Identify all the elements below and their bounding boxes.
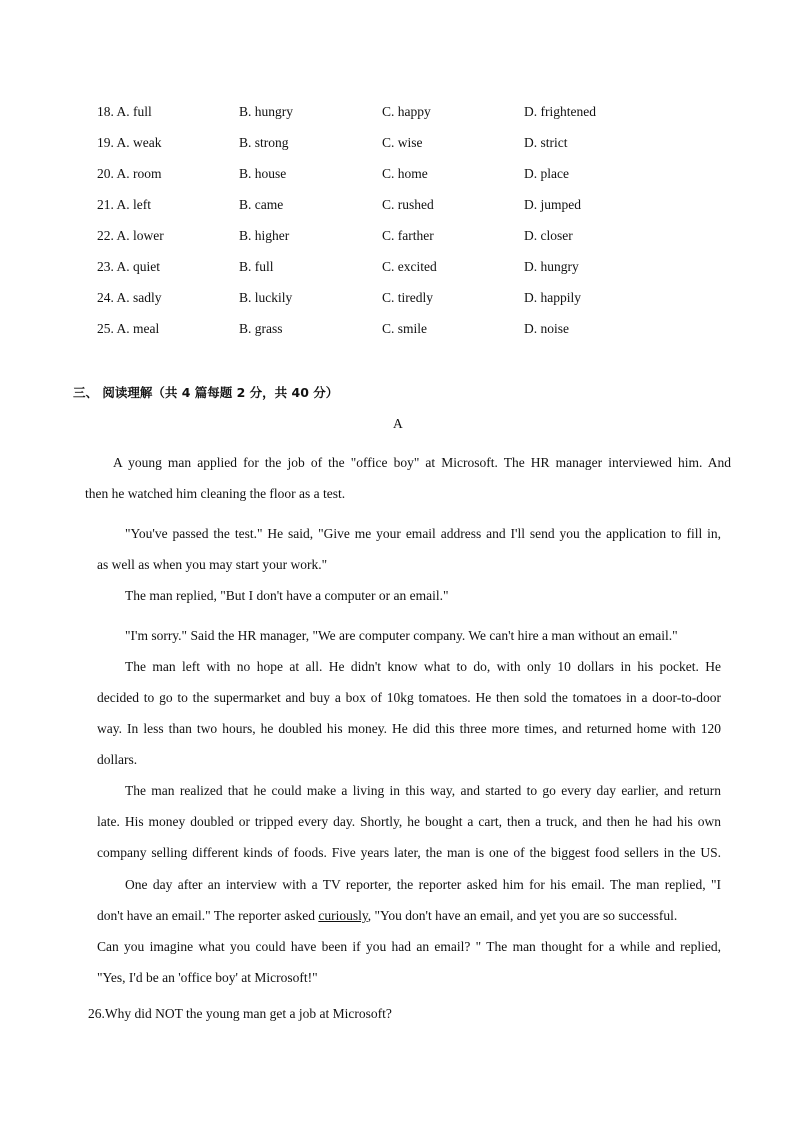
answer-option: C. happy [382,104,431,119]
text-line: "Yes, I'd be an 'office boy' at Microsoft!" [97,970,318,985]
answer-option: D. strict [524,135,568,150]
text-line: Can you imagine what you could have been if you had an email? " The man thought for a while and replied, [97,939,721,954]
text-line: decided to go to the supermarket and buy a box of 10kg tomatoes. He then sold the tomatoes in a door-to-door [97,690,721,705]
question-option-a: 23. A. quiet [97,259,160,274]
text-line: late. His money doubled or tripped every day. Shortly, he bought a cart, then a truck, and then he had his own [97,814,721,829]
answer-option: D. frightened [524,104,596,119]
text-line: The man replied, "But I don't have a computer or an email." [125,588,449,603]
answer-option: D. closer [524,228,573,243]
answer-option: D. noise [524,321,569,336]
answer-option: B. hungry [239,104,293,119]
answer-option: D. place [524,166,569,181]
answer-option: B. luckily [239,290,293,305]
text-segment: , "You don't have an email, and yet you are so successful. [367,908,678,923]
text-line: as well as when you may start your work." [97,557,328,572]
answer-option: C. tiredly [382,290,433,305]
text-line [97,908,721,924]
text-line: The man left with no hope at all. He didn't know what to do, with only 10 dollars in his pocket. He [125,659,721,674]
answer-option: B. came [239,197,284,212]
answer-option: B. strong [239,135,289,150]
answer-option: B. house [239,166,287,181]
question-option-a: 22. A. lower [97,228,164,243]
question-option-a: 21. A. left [97,197,151,212]
answer-option: B. higher [239,228,290,243]
answer-option: C. home [382,166,428,181]
text-line: "I'm sorry." Said the HR manager, "We are computer company. We can't hire a man without an email." [125,628,678,643]
text-segment: don't have an email." The reporter asked [97,908,319,923]
question-option-a: 24. A. sadly [97,290,162,305]
text-line: way. In less than two hours, he doubled his money. He did this three more times, and returned home with 120 [97,721,721,736]
answer-option: C. excited [382,259,437,274]
answer-option: B. full [239,259,274,274]
answer-option: B. grass [239,321,283,336]
text-line: A young man applied for the job of the "office boy" at Microsoft. The HR manager interviewed him. And [113,455,731,470]
answer-option: D. hungry [524,259,579,274]
question-option-a: 19. A. weak [97,135,162,150]
text-line: One day after an interview with a TV reporter, the reporter asked him for his email. The man replied, "I [125,877,721,892]
section-heading: 三、 阅读理解（共 4 篇每题 2 分，共 40 分） [73,385,339,400]
underlined-word: curiously [318,908,368,923]
text-line: company selling different kinds of foods. Five years later, the man is one of the biggest food sellers in the US. [97,845,721,860]
question-option-a: 25. A. meal [97,321,160,336]
text-line: "You've passed the test." He said, "Give me your email address and I'll send you the application to fill in, [125,526,721,541]
text-line: The man realized that he could make a living in this way, and started to go every day earlier, and return [125,783,721,798]
answer-option: D. happily [524,290,581,305]
text-line: dollars. [97,752,138,767]
answer-option: C. wise [382,135,423,150]
text-line: then he watched him cleaning the floor as a test. [85,486,346,501]
answer-option: C. smile [382,321,428,336]
question-option-a: 18. A. full [97,104,152,119]
answer-option: D. jumped [524,197,581,212]
question-option-a: 20. A. room [97,166,162,181]
passage-title: A [393,416,403,431]
question-26: 26.Why did NOT the young man get a job at Microsoft? [88,1006,392,1021]
answer-option: C. farther [382,228,434,243]
answer-option: C. rushed [382,197,434,212]
